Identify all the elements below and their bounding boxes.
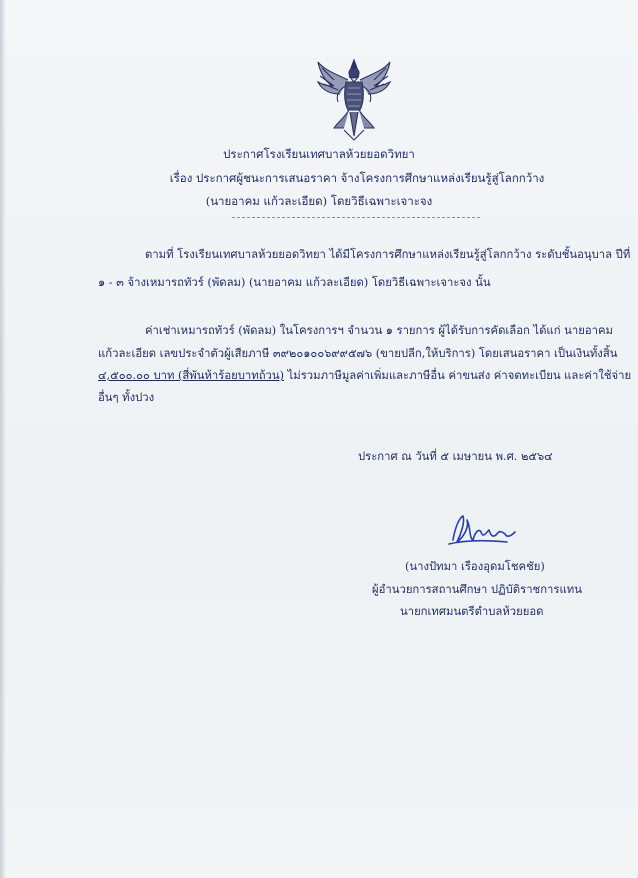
paragraph-2-line-4: อื่นๆ ทั้งปวง [98,391,155,404]
announcement-title: ประกาศโรงเรียนเทศบาลห้วยยอดวิทยา [223,147,415,161]
paragraph-1-line-2: ๑ - ๓ จ้างเหมารถทัวร์ (พัดลม) (นายอาคม แก้วละเอียด) โดยวิธีเฉพาะเจาะจง นั้น [98,276,491,289]
signatory-name: (นางปัทมา เรืองอุดมโชคชัย) [405,560,545,573]
paragraph-2-line-2: แก้วละเอียด เลขประจำตัวผู้เสียภาษี ๓๙๒๐๑๐๐๖๙๙๕๗๖ (ขายปลีก,ให้บริการ) โดยเสนอราคา เป็นเงินทั้งสิ้น [98,347,618,360]
paragraph-2-line-3 [98,364,631,387]
page-edge-shadow [0,0,6,878]
signatory-role-line-2: นายกเทศมนตรีตำบลห้วยยอด [400,605,544,618]
price-amount: ๔,๕๐๐.๐๐ บาท (สี่พันห้าร้อยบาทถ้วน) [98,369,285,382]
announcement-subject: เรื่อง ประกาศผู้ชนะการเสนอราคา จ้างโครงการศึกษาแหล่งเรียนรู้สู่โลกกว้าง [169,171,545,185]
announcement-subject-detail: (นายอาคม แก้วละเอียด) โดยวิธีเฉพาะเจาะจง [205,194,433,208]
announcement-date: ประกาศ ณ วันที่ ๕ เมษายน พ.ศ. ๒๕๖๔ [358,450,553,463]
paragraph-1-line-1: ตามที่ โรงเรียนเทศบาลห้วยยอดวิทยา ได้มีโครงการศึกษาแหล่งเรียนรู้สู่โลกกว้าง ระดับชั้นอนุบาล ปีที่ [145,248,631,261]
paragraph-2-line-1: ค่าเช่าเหมารถทัวร์ (พัดลม) ในโครงการฯ จำนวน ๑ รายการ ผู้ได้รับการคัดเลือก ได้แก่ นายอาคม [145,324,613,337]
signatory-role-line-1: ผู้อำนวยการสถานศึกษา ปฏิบัติราชการแทน [372,583,582,596]
header-divider [232,217,480,218]
garuda-emblem-icon [314,56,394,142]
handwritten-signature [445,510,525,550]
paragraph-2-line-3-text: ไม่รวมภาษีมูลค่าเพิ่มและภาษีอื่น ค่าขนส่ง ค่าจดทะเบียน และค่าใช้จ่าย [284,369,632,382]
